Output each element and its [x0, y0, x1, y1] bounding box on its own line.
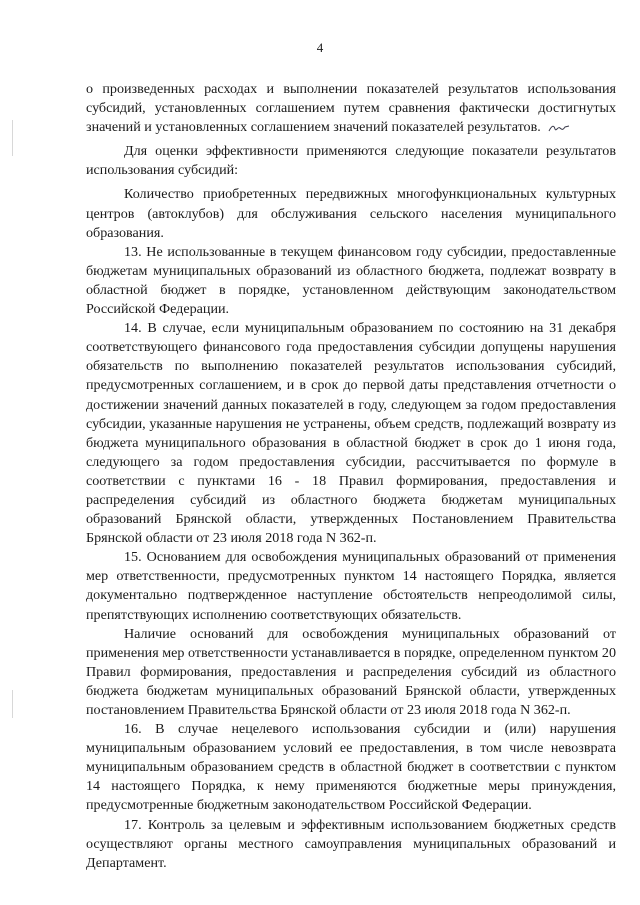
paragraph-clause-17: 17. Контроль за целевым и эффективным использованием бюджетных средств осуществляют органы местного самоуправления муниципальных образований и Департамент. [86, 816, 616, 871]
scan-margin-mark [12, 690, 13, 718]
paragraph-indicators-intro: Для оценки эффективности применяются следующие показатели результатов использования субсидий: [86, 143, 616, 179]
paragraph-indicator: Количество приобретенных передвижных многофункциональных культурных центров (автоклубов) для обслуживания сельского населения муниципального образования. [86, 186, 616, 241]
paragraph-clause-15: 15. Основанием для освобождения муниципальных образований от применения мер ответственности, предусмотренных пунктом 14 настоящего Порядка, является документально подтвержденное наступление обстоятельств непреодолимой силы, препятствующих исполнению соответствующих обязательств. [86, 549, 616, 623]
paragraph-text: о произведенных расходах и выполнении показателей результатов использования субсидий, установленных соглашением путем сравнения фактически достигнутых значений и установленных соглашением значений показателей результатов. [86, 81, 616, 136]
paragraph-clause-13: 13. Не использованные в текущем финансовом году субсидии, предоставленные бюджетам муниципальных образований из областного бюджета, подлежат возврату в областной бюджет в порядке, установленном действующим законодательством Российской Федерации. [86, 243, 616, 318]
paragraph-clause-16: 16. В случае нецелевого использования субсидии и (или) нарушения муниципальным образованием условий ее предоставления, в том числе невозврата муниципальным образованием средств в областной бюджет в соответствии с пунктом 14 настоящего Порядка, к нему применяются бюджетные меры принуждения, предусмотренные бюджетным законодательством Российской Федерации. [86, 721, 616, 814]
page-number: 4 [316, 40, 324, 55]
scan-margin-mark [12, 120, 13, 156]
paragraph-clause-15-basis: Наличие оснований для освобождения муниципальных образований от применения мер ответственности устанавливается в порядке, определенном пунктом 20 Правил формирования, предоставления и распределения субсидий из областного бюджета бюджетам муниципальных образований Брянской области, утвержденных постановлением Правительства Брянской области от 23 июля 2018 года N 362-п. [86, 625, 616, 718]
paragraph-clause-14: 14. В случае, если муниципальным образованием по состоянию на 31 декабря соответствующего финансового года предоставления субсидии допущены нарушения обязательств по выполнению показателей результатов использования субсидий, предусмотренных соглашением, и в срок до первой даты представления отчетности о достижении значений данных показателей в году, следующем за годом предоставления субсидии, указанные нарушения не устранены, объем средств, подлежащий возврату из бюджета муниципального образования в областной бюджет в срок до 1 июня года, следующего за годом предоставления субсидии, рассчитывается по формуле в соответствии с пунктами 16 - 18 Правил формирования, предоставления и распределения субсидий из областного бюджета бюджетам муниципальных образований Брянской области, утвержденных Постановлением Правительства Брянской области от 23 июля 2018 года N 362-п. [86, 320, 616, 547]
document-body [86, 80, 616, 873]
paragraph-continuation [86, 80, 616, 137]
handwritten-initials-mark [547, 122, 571, 134]
